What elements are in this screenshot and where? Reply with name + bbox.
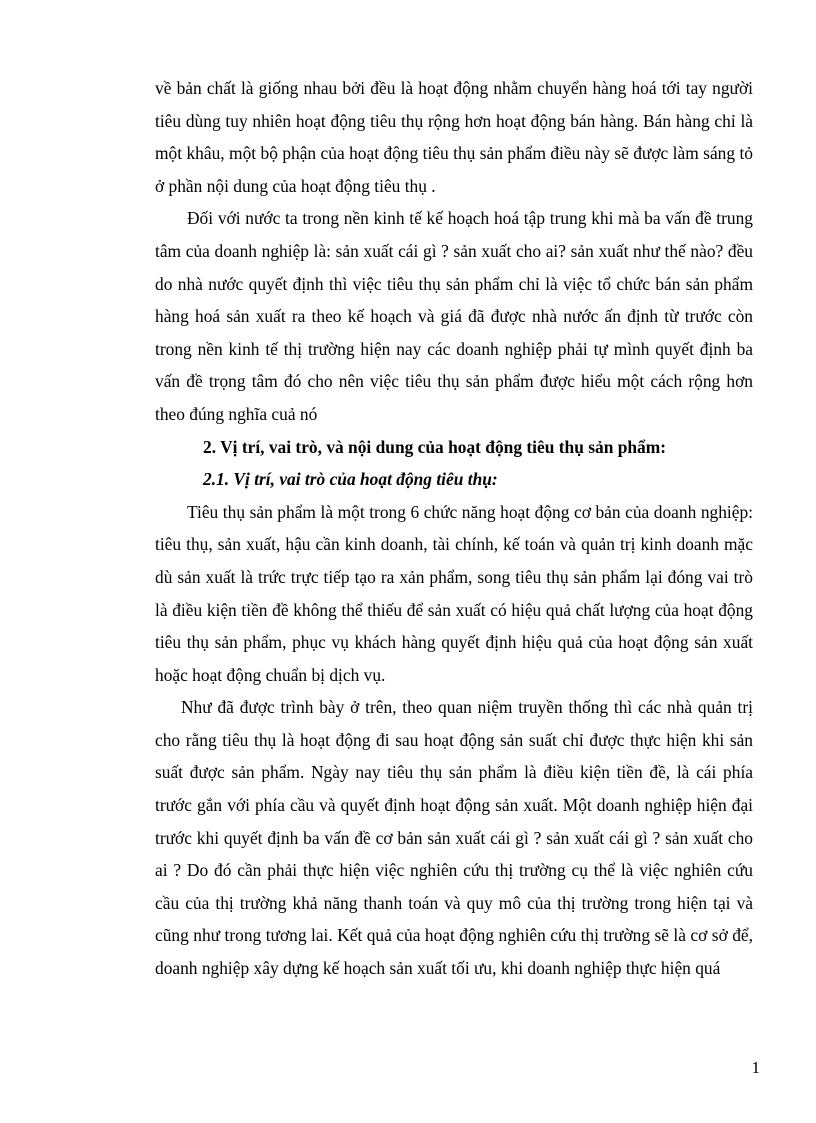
paragraph-2: Đối với nước ta trong nền kinh tế kế hoạch hoá tập trung khi mà ba vấn đề trung tâm của doanh nghiệp là: sản xuất cái gì ? sản xuất cho ai? sản xuất như thế nào? đều do nhà nước quyết định thì việc tiêu thụ sản phẩm chỉ là việc tổ chức bán sản phẩm hàng hoá sản xuất ra theo kế hoạch và giá đã được nhà nước ấn định từ trước còn trong nền kinh tế thị trường hiện nay các doanh nghiệp phải tự mình quyết định ba vấn đề trọng tâm đó cho nên việc tiêu thụ sản phẩm được hiểu một cách rộng hơn theo đúng nghĩa cuả nó [155,208,753,424]
page-body [155,72,753,985]
section-heading: 2. Vị trí, vai trò, và nội dung của hoạt động tiêu thụ sản phẩm: [203,436,667,457]
paragraph-4: Như đã được trình bày ở trên, theo quan niệm truyền thống thì các nhà quản trị cho rằng tiêu thụ là hoạt động đi sau hoạt động sản suất chỉ được thực hiện khi sản suất được sản phẩm. Ngày nay tiêu thụ sản phẩm là điều kiện tiền đề, là cái phía trước gắn với phía cầu và quyết định hoạt động sản xuất. Một doanh nghiệp hiện đại trước khi quyết định ba vấn đề cơ bản sản xuất cái gì ? sản xuất cái gì ? sản xuất cho ai ? Do đó cần phải thực hiện việc nghiên cứu thị trường cụ thể là việc nghiên cứu cầu của thị trường khả năng thanh toán và quy mô của thị trường trong hiện tại và cũng như trong tương lai. Kết quả của hoạt động nghiên cứu thị trường sẽ là cơ sở để, doanh nghiệp xây dựng kế hoạch sản xuất tối ưu, khi doanh nghiệp thực hiện quá [155,697,753,979]
paragraph-3: Tiêu thụ sản phẩm là một trong 6 chức năng hoạt động cơ bản của doanh nghiệp: tiêu thụ, sản xuất, hậu cần kinh doanh, tài chính, kế toán và quản trị kinh doanh mặc dù sản xuất là trức trực tiếp tạo ra xản phẩm, song tiêu thụ sản phẩm lại đóng vai trò là điều kiện tiền đề không thể thiếu để sản xuất có hiệu quả chất lượng của hoạt động tiêu thụ sản phẩm, phục vụ khách hàng quyết định hiệu quả của hoạt động sản xuất hoặc hoạt động chuẩn bị dịch vụ. [155,501,753,685]
page-number: 1 [751,1058,760,1077]
paragraph-1: về bản chất là giống nhau bởi đều là hoạt động nhằm chuyển hàng hoá tới tay người tiêu dùng tuy nhiên hoạt động tiêu thụ rộng hơn hoạt động bán hàng. Bán hàng chỉ là một khâu, một bộ phận của hoạt động tiêu thụ sản phẩm điều này sẽ được làm sáng tỏ ở phần nội dung của hoạt động tiêu thụ . [155,78,753,196]
subsection-heading: 2.1. Vị trí, vai trò của hoạt động tiêu thụ: [203,469,498,490]
